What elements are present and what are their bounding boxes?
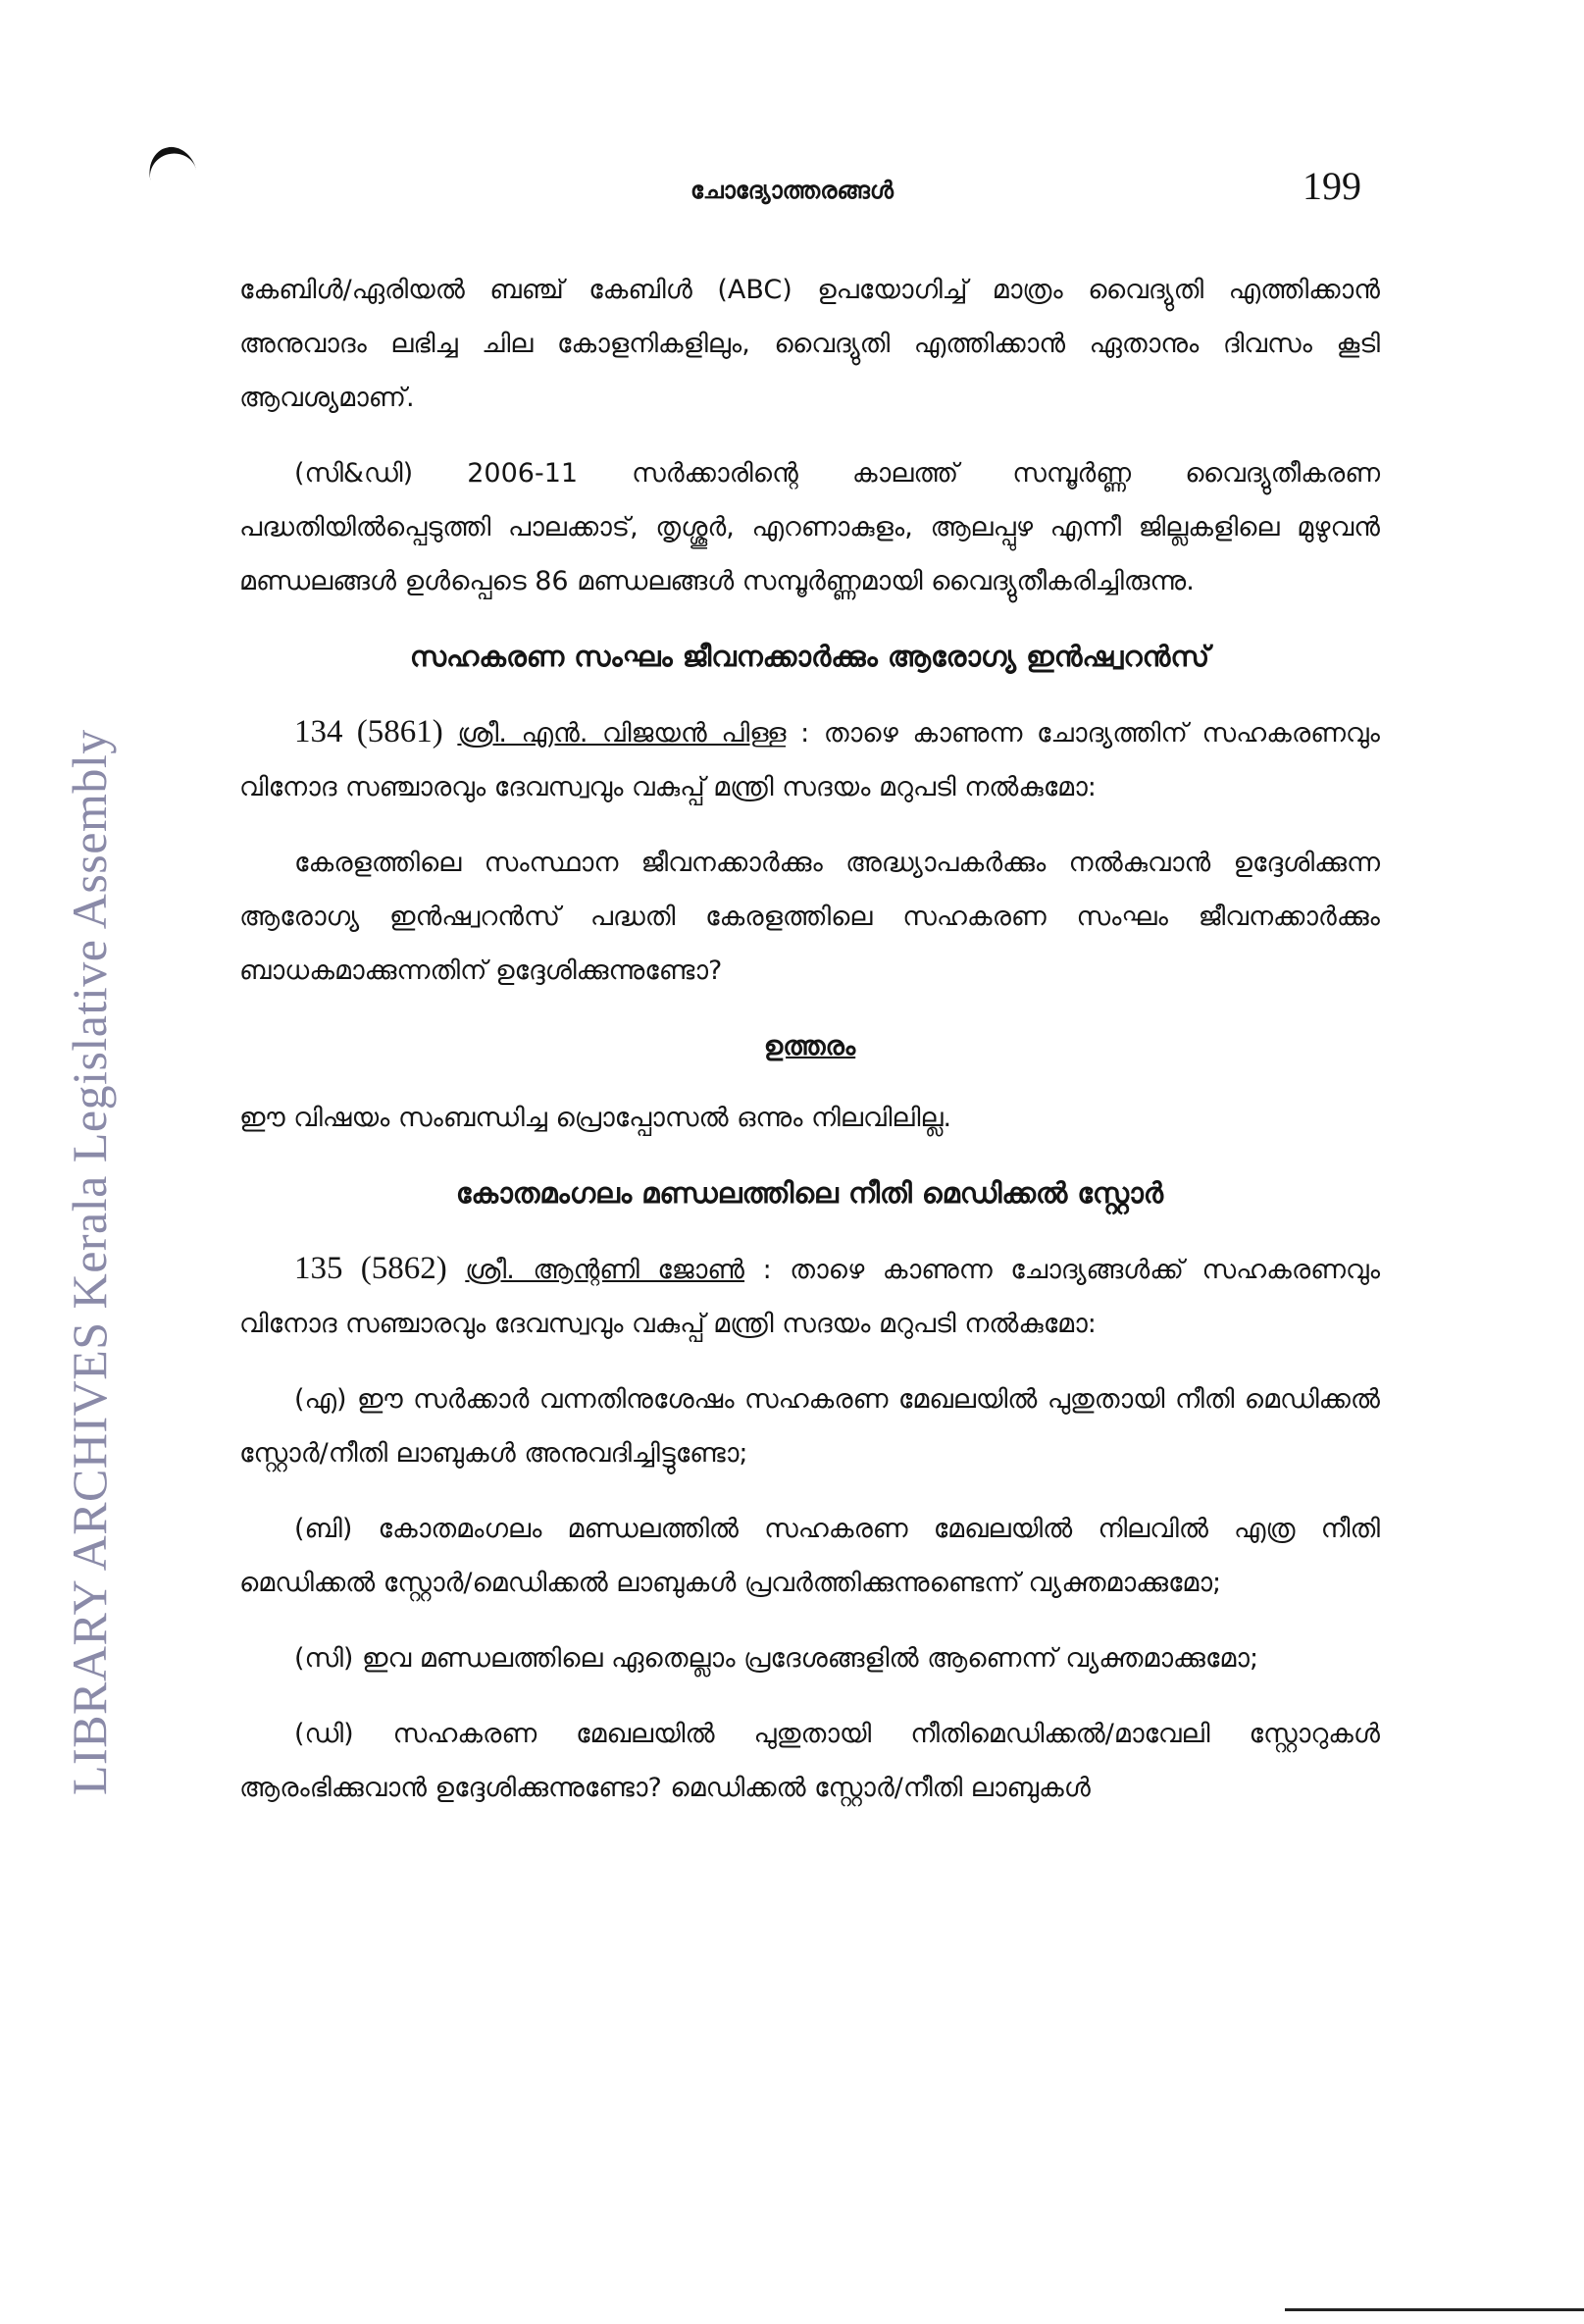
bottom-rule: [1285, 2308, 1584, 2311]
question-134-number: 134 (5861): [294, 714, 443, 749]
answer-134-text: ഈ വിഷയം സംബന്ധിച്ച പ്രൊപ്പോസൽ ഒന്നും നിലവിലില്ല.: [239, 1103, 952, 1133]
page-number: 199: [1303, 164, 1361, 208]
question-134-intro-text: : താഴെ കാണുന്ന ചോദ്യത്തിന് സഹകരണവും വിനോദ സഞ്ചാരവും ദേവസ്വവും വകുപ്പ് മന്ത്രി സദയം മറുപടി നൽകുമോ:: [239, 718, 1380, 802]
question-135-number: 135 (5862): [294, 1251, 447, 1286]
question-135-intro: [239, 1242, 1380, 1351]
question-135-part-d: (ഡി) സഹകരണ മേഖലയിൽ പുതുതായി നീതിമെഡിക്കൽ/മാവേലി സ്റ്റോറുകൾ ആരംഭിക്കുവാൻ ഉദ്ദേശിക്കുന്നുണ്ടോ? മെഡിക്കൽ സ്റ്റോർ/നീതി ലാബുകൾ: [239, 1719, 1380, 1803]
question-135-heading: കോതമംഗലം മണ്ഡലത്തിലെ നീതി മെഡിക്കൽ സ്റ്റോർ: [455, 1176, 1164, 1210]
running-head: ചോദ്യോത്തരങ്ങൾ: [690, 177, 894, 204]
question-134-member: ശ്രീ. എൻ. വിജയൻ പിള്ള: [457, 718, 787, 749]
question-134-intro: [239, 705, 1380, 814]
answer-paragraph-cd: (സി&ഡി) 2006-11 സർക്കാരിന്റെ കാലത്ത് സമ്പൂർണ്ണ വൈദ്യുതീകരണ പദ്ധതിയിൽപ്പെടുത്തി പാലക്കാട്, തൃശ്ശൂർ, എറണാകുളം, ആലപ്പുഴ എന്നീ ജില്ലകളിലെ മുഴുവൻ മണ്ഡലങ്ങൾ ഉൾപ്പെടെ 86 മണ്ഡലങ്ങൾ സമ്പൂർണ്ണമായി വൈദ്യുതീകരിച്ചിരുന്നു.: [239, 458, 1380, 596]
page-body: [239, 263, 1380, 1836]
question-135-part-c: (സി) ഇവ മണ്ഡലത്തിലെ ഏതെല്ലാം പ്രദേശങ്ങളിൽ ആണെന്ന് വ്യക്തമാക്കുമോ;: [294, 1643, 1259, 1674]
question-135-intro-text: : താഴെ കാണുന്ന ചോദ്യങ്ങൾക്ക് സഹകരണവും വിനോദ സഞ്ചാരവും ദേവസ്വവും വകുപ്പ് മന്ത്രി സദയം മറുപടി നൽകുമോ:: [239, 1255, 1381, 1339]
question-135-part-b: (ബി) കോതമംഗലം മണ്ഡലത്തിൽ സഹകരണ മേഖലയിൽ നിലവിൽ എത്ര നീതി മെഡിക്കൽ സ്റ്റോർ/മെഡിക്കൽ ലാബുകൾ പ്രവർത്തിക്കുന്നുണ്ടെന്ന് വ്യക്തമാക്കുമോ;: [239, 1514, 1380, 1598]
question-134-text: കേരളത്തിലെ സംസ്ഥാന ജീവനക്കാർക്കും അദ്ധ്യാപകർക്കും നൽകുവാൻ ഉദ്ദേശിക്കുന്ന ആരോഗ്യ ഇൻഷ്വറൻസ് പദ്ധതി കേരളത്തിലെ സഹകരണ സംഘം ജീവനക്കാർക്കും ബാധകമാക്കുന്നതിന് ഉദ്ദേശിക്കുന്നുണ്ടോ?: [239, 848, 1380, 986]
archive-watermark: LIBRARY ARCHIVES Kerala Legislative Assembly: [62, 729, 117, 1795]
question-134-heading: സഹകരണ സംഘം ജീവനക്കാർക്കും ആരോഗ്യ ഇൻഷ്വറൻസ്: [409, 640, 1210, 673]
answer-heading: ഉത്തരം: [763, 1031, 856, 1061]
continuation-paragraph: കേബിൾ/ഏരിയൽ ബഞ്ച് കേബിൾ (ABC) ഉപയോഗിച്ച് മാത്രം വൈദ്യുതി എത്തിക്കാൻ അനുവാദം ലഭിച്ച ചില കോളനികളിലും, വൈദ്യുതി എത്തിക്കാൻ ഏതാനും ദിവസം കൂടി ആവശ്യമാണ്.: [239, 275, 1380, 413]
question-135-part-a: (എ) ഈ സർക്കാർ വന്നതിനുശേഷം സഹകരണ മേഖലയിൽ പുതുതായി നീതി മെഡിക്കൽ സ്റ്റോർ/നീതി ലാബുകൾ അനുവദിച്ചിട്ടുണ്ടോ;: [239, 1384, 1380, 1469]
question-135-member: ശ്രീ. ആന്റണി ജോൺ: [465, 1255, 745, 1285]
